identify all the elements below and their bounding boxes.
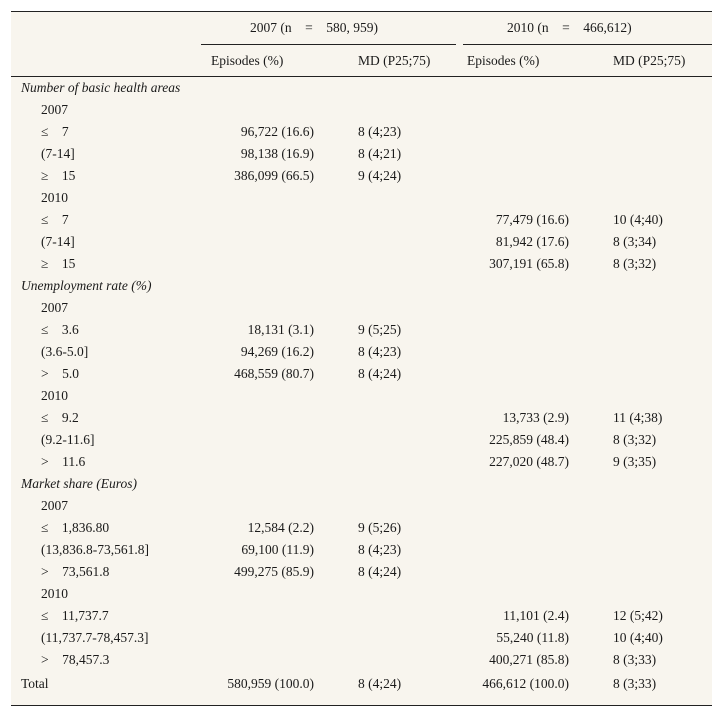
row-label: 2007 (41, 300, 68, 315)
row-label: ≥ 15 (41, 168, 76, 183)
group-header-2010: 2010 (n = 466,612) (507, 20, 632, 35)
episodes-2010-cell: 225,859 (48.4) (489, 432, 569, 447)
table-row (11, 649, 712, 671)
row-label: 2010 (41, 586, 68, 601)
md-2007-cell: 8 (4;23) (358, 344, 402, 359)
md-2010-cell: 8 (3;32) (613, 432, 657, 447)
episodes-2007-cell: 12,584 (2.2) (247, 520, 314, 535)
table-row (11, 627, 712, 649)
row-label: 2007 (41, 498, 68, 513)
md-2010-cell: 8 (3;33) (613, 652, 657, 667)
episodes-2007-cell: 96,722 (16.6) (240, 124, 314, 139)
table-row (11, 363, 712, 385)
table-row (11, 407, 712, 429)
header-column-row (11, 45, 712, 77)
year-row (11, 583, 712, 605)
row-label: Number of basic health areas (21, 80, 181, 95)
section-row (11, 473, 712, 495)
row-label: > 5.0 (41, 366, 79, 381)
table-row (11, 319, 712, 341)
row-label: (11,737.7-78,457.3] (41, 630, 149, 645)
episodes-2010-cell: 466,612 (100.0) (482, 676, 569, 691)
episodes-2007-cell: 18,131 (3.1) (247, 322, 314, 337)
md-2007-cell: 8 (4;23) (358, 124, 402, 139)
row-label: ≤ 7 (41, 212, 69, 227)
table-row (11, 451, 712, 473)
episodes-2007-cell: 499,275 (85.9) (234, 564, 314, 579)
table-row (11, 517, 712, 539)
episodes-2010-cell: 227,020 (48.7) (489, 454, 569, 469)
md-2007-cell: 8 (4;24) (358, 676, 402, 691)
row-label: ≤ 7 (41, 124, 69, 139)
table-row (11, 605, 712, 627)
row-label: 2007 (41, 102, 68, 117)
header-group-row (11, 12, 712, 45)
md-2010-cell: 10 (4;40) (613, 630, 663, 645)
md-2007-cell: 9 (5;26) (358, 520, 402, 535)
row-label: (9.2-11.6] (41, 432, 95, 447)
table-body (11, 77, 712, 697)
episodes-2010-cell: 81,942 (17.6) (495, 234, 569, 249)
row-label: > 11.6 (41, 454, 86, 469)
md-2010-cell: 12 (5;42) (613, 608, 663, 623)
md-2010-cell: 8 (3;34) (613, 234, 657, 249)
table-row (11, 121, 712, 143)
md-2007-cell: 8 (4;24) (358, 564, 402, 579)
row-label: 2010 (41, 190, 68, 205)
table-row (11, 341, 712, 363)
md-2010-cell: 10 (4;40) (613, 212, 663, 227)
episodes-2007-cell: 98,138 (16.9) (240, 146, 314, 161)
episodes-2010-cell: 55,240 (11.8) (496, 630, 569, 645)
year-row (11, 297, 712, 319)
year-row (11, 187, 712, 209)
row-label: Total (21, 676, 49, 691)
episodes-2010-cell: 13,733 (2.9) (502, 410, 569, 425)
row-label: ≤ 9.2 (41, 410, 79, 425)
row-label: ≤ 3.6 (41, 322, 79, 337)
episodes-2007-cell: 386,099 (66.5) (234, 168, 314, 183)
md-2010-cell: 8 (3;32) (613, 256, 657, 271)
md-2010-cell: 11 (4;38) (613, 410, 663, 425)
row-label: ≤ 11,737.7 (41, 608, 109, 623)
row-label: 2010 (41, 388, 68, 403)
table-row (11, 539, 712, 561)
row-label: (7-14] (41, 146, 75, 161)
episodes-2010-cell: 307,191 (65.8) (489, 256, 569, 271)
col-header-episodes-2010: Episodes (%) (467, 53, 540, 68)
md-2007-cell: 9 (5;25) (358, 322, 402, 337)
md-2007-cell: 8 (4;24) (358, 366, 402, 381)
episodes-2010-cell: 77,479 (16.6) (495, 212, 569, 227)
table-row (11, 209, 712, 231)
row-label: (3.6-5.0] (41, 344, 89, 359)
md-2007-cell: 9 (4;24) (358, 168, 402, 183)
md-2010-cell: 9 (3;35) (613, 454, 657, 469)
md-2007-cell: 8 (4;21) (358, 146, 402, 161)
episodes-2007-cell: 94,269 (16.2) (240, 344, 314, 359)
row-label: Unemployment rate (%) (21, 278, 152, 293)
col-header-md-2010: MD (P25;75) (613, 53, 686, 68)
total-row (11, 671, 712, 697)
episodes-2010-cell: 400,271 (85.8) (489, 652, 569, 667)
table-row (11, 429, 712, 451)
episodes-2007-cell: 69,100 (11.9) (241, 542, 314, 557)
col-header-episodes-2007: Episodes (%) (211, 53, 284, 68)
table-row (11, 231, 712, 253)
row-label: (13,836.8-73,561.8] (41, 542, 149, 557)
table-row (11, 253, 712, 275)
row-label: ≤ 1,836.80 (41, 520, 110, 535)
year-row (11, 385, 712, 407)
section-row (11, 77, 712, 99)
table-row (11, 165, 712, 187)
data-table (11, 11, 712, 706)
md-2007-cell: 8 (4;23) (358, 542, 402, 557)
md-2010-cell: 8 (3;33) (613, 676, 657, 691)
section-row (11, 275, 712, 297)
row-label: Market share (Euros) (21, 476, 137, 491)
row-label: > 78,457.3 (41, 652, 110, 667)
table-row (11, 143, 712, 165)
table-row (11, 561, 712, 583)
row-label: ≥ 15 (41, 256, 76, 271)
year-row (11, 99, 712, 121)
col-header-md-2007: MD (P25;75) (358, 53, 431, 68)
episodes-2007-cell: 468,559 (80.7) (234, 366, 314, 381)
row-label: (7-14] (41, 234, 75, 249)
row-label: > 73,561.8 (41, 564, 110, 579)
episodes-2010-cell: 11,101 (2.4) (503, 608, 569, 623)
episodes-2007-cell: 580,959 (100.0) (227, 676, 314, 691)
year-row (11, 495, 712, 517)
group-header-2007: 2007 (n = 580, 959) (250, 20, 378, 35)
